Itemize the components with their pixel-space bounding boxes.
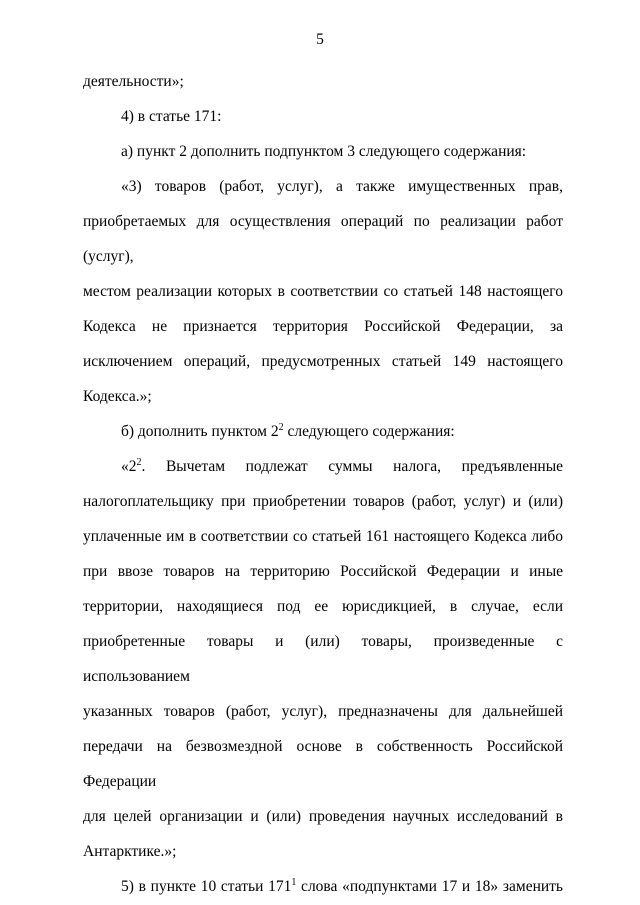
superscript: 2: [278, 421, 284, 433]
page-number: 5: [316, 31, 324, 48]
text-line: при ввозе товаров на территорию Российской Федерации и иные: [83, 563, 563, 580]
list-item-4: 4) в статье 171:: [121, 108, 222, 125]
list-item-4b: [83, 414, 563, 449]
text-line: приобретенные товары и (или) товары, произведенные с использованием: [83, 633, 563, 685]
superscript: 1: [291, 876, 297, 888]
text-line: «3) товаров (работ, услуг), а также имущественных прав,: [121, 178, 563, 195]
document-body: [83, 64, 563, 904]
text-span: б) дополнить пунктом 2: [121, 423, 279, 440]
text-line: для целей организации и (или) проведения научных исследований в: [83, 808, 563, 825]
text-line: уплаченные им в соответствии со статьей 161 настоящего Кодекса либо: [83, 528, 563, 545]
text-line: [83, 449, 563, 484]
superscript: 2: [136, 456, 142, 468]
list-item-4a: а) пункт 2 дополнить подпунктом 3 следующего содержания:: [121, 143, 527, 160]
text-line: местом реализации которых в соответствии со статьей 148 настоящего: [83, 283, 563, 300]
quoted-subparagraph-3: [83, 169, 563, 414]
text-span: «2: [121, 458, 137, 475]
text-line: указанных товаров (работ, услуг), предназначены для дальнейшей: [83, 703, 563, 720]
text-span: 5) в пункте 10 статьи 171: [121, 878, 292, 895]
text-span: следующего содержания:: [283, 423, 455, 440]
text-span: . Вычетам подлежат суммы налога, предъявленные: [141, 458, 563, 475]
paragraph-continuation: деятельности»;: [83, 73, 184, 90]
text-line: территории, находящиеся под ее юрисдикцией, в случае, если: [83, 598, 563, 615]
list-item-5: [83, 869, 563, 904]
quoted-paragraph-2-2: [83, 449, 563, 869]
text-line: Кодекса.»;: [83, 388, 152, 405]
text-line: налогоплательщику при приобретении товаров (работ, услуг) и (или): [83, 493, 563, 510]
text-line: Антарктике.»;: [83, 843, 177, 860]
text-span: слова «подпунктами 17 и 18» заменить: [296, 878, 564, 895]
text-line: исключением операций, предусмотренных статьей 149 настоящего: [83, 353, 563, 370]
text-line: [83, 869, 563, 904]
text-line: приобретаемых для осуществления операций по реализации работ (услуг),: [83, 213, 563, 265]
text-line: Кодекса не признается территория Российской Федерации, за: [83, 318, 563, 335]
text-line: передачи на безвозмездной основе в собственность Российской Федерации: [83, 738, 563, 790]
